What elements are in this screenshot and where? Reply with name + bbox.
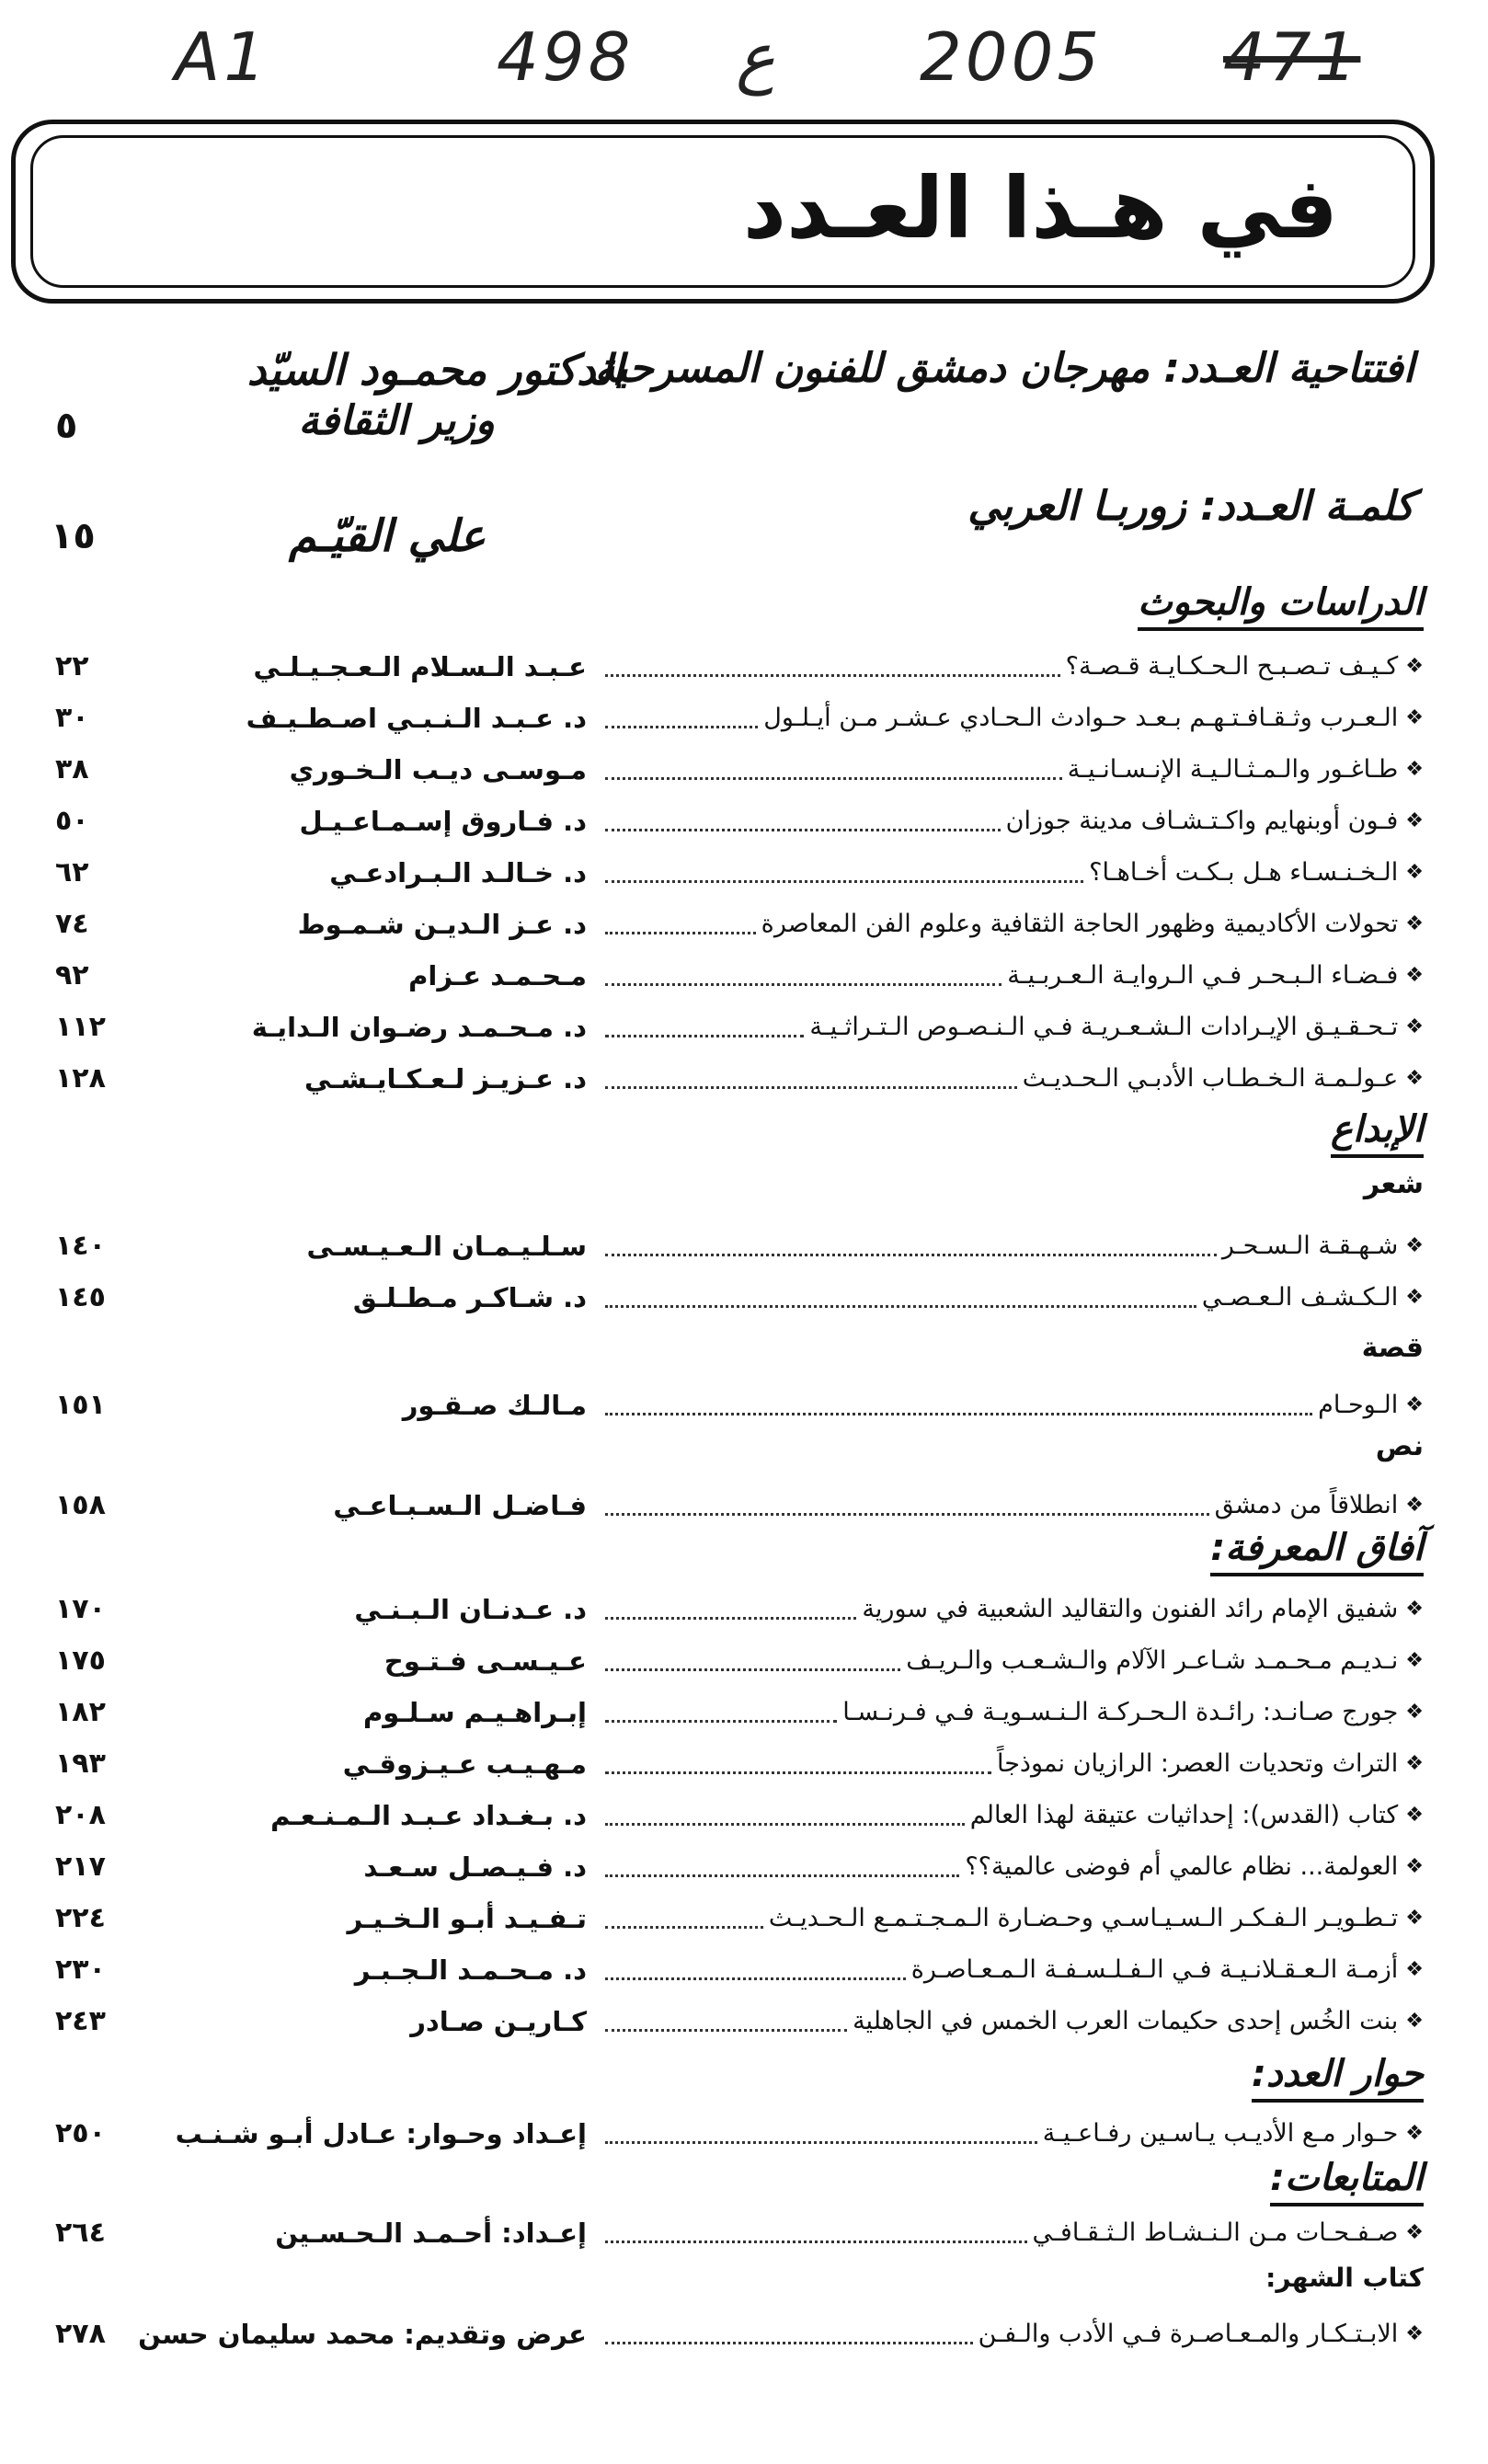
entry-page: ١٤٥ — [55, 1281, 106, 1313]
bullet-icon: ❖ — [1405, 2322, 1424, 2345]
entry-title: شـهـقـة الـسـحـر — [1221, 1232, 1399, 1260]
toc-entry — [0, 2316, 1488, 2362]
leader-dots — [605, 2028, 847, 2032]
entry-title: طـاغـور والـمـثـالـيـة الإنـسـانـيـة — [1067, 755, 1399, 784]
entry-page: ١٩٣ — [55, 1748, 106, 1780]
leader-dots — [605, 1822, 965, 1826]
section-horizons: آفاق المعرفة: — [1210, 1527, 1424, 1576]
leader-dots — [605, 1771, 991, 1774]
entry-page: ٣٨ — [55, 753, 89, 785]
bullet-icon: ❖ — [1405, 964, 1424, 987]
leader-dots — [605, 1512, 1209, 1516]
entry-author: د. مـحـمـد الـجـبـر — [354, 1954, 587, 1986]
section-followups: المتابعات: — [1270, 2157, 1424, 2206]
bullet-icon: ❖ — [1405, 1701, 1424, 1724]
bullet-icon: ❖ — [1405, 2122, 1424, 2145]
entry-author: مـهـيـب عـيـزوقـي — [342, 1748, 587, 1780]
subsection-book: كتاب الشهر: — [1265, 2263, 1424, 2293]
entry-title: الـعـرب وثـقـافـتـهـم بـعـد حـوادث الـحـادي عـشـر مـن أيـلـول — [763, 704, 1399, 732]
entry-author: كـاريـن صـادر — [410, 2006, 587, 2037]
entry-title: كـيـف تـصـبـح الـحـكـايـة قـصـة؟ — [1065, 652, 1399, 681]
toc-entry — [0, 751, 1488, 797]
leader-dots — [605, 776, 1062, 780]
entry-author: فـاضـل الـسـبـاعـي — [333, 1490, 587, 1521]
toc-entry — [0, 1009, 1488, 1055]
entry-page: ١٢٨ — [55, 1062, 106, 1094]
entry-page: ٢٣٠ — [55, 1954, 106, 1986]
leader-dots — [605, 2240, 1027, 2243]
entry-author: د. فـيـصـل سـعـد — [363, 1851, 587, 1883]
bullet-icon: ❖ — [1405, 912, 1424, 935]
leader-dots — [605, 2341, 973, 2344]
bullet-icon: ❖ — [1405, 1598, 1424, 1621]
entry-page: ٢٠٨ — [55, 1799, 106, 1831]
toc-entry — [0, 2003, 1488, 2049]
bullet-icon: ❖ — [1405, 1907, 1424, 1930]
entry-page: ٢١٧ — [55, 1851, 106, 1883]
handwritten-issue: 471 — [1223, 18, 1361, 96]
bullet-icon: ❖ — [1405, 1855, 1424, 1878]
toc-entry — [0, 1797, 1488, 1843]
entry-title: الابـتـكـار والمـعـاصـرة فـي الأدب والـفـن — [978, 2320, 1399, 2348]
bullet-icon: ❖ — [1405, 1067, 1424, 1090]
entry-page: ٢٢٤ — [55, 1902, 106, 1934]
entry-author: إبـراهـيـم سـلـوم — [363, 1697, 587, 1728]
toc-entry — [0, 1387, 1488, 1433]
entry-page: ٢٤٣ — [55, 2005, 106, 2037]
entry-author: د. خـالـد الـبـرادعـي — [329, 857, 587, 888]
entry-title: التراث وتحديات العصر: الرازيان نموذجاً — [997, 1749, 1399, 1778]
toc-entry — [0, 1900, 1488, 1946]
entry-author: د. بـغـداد عـبـد الـمـنـعـم — [270, 1800, 587, 1831]
toc-entry — [0, 1849, 1488, 1895]
entry-title: الـخـنـسـاء هـل بـكـت أخـاهـا؟ — [1089, 858, 1399, 887]
opening-author: الدكتور محمـود السيّد — [246, 345, 624, 395]
entry-title: الـوحـام — [1318, 1391, 1399, 1419]
entry-author: تـفـيـد أبـو الـخـيـر — [347, 1903, 587, 1934]
leader-dots — [605, 1925, 763, 1929]
subsection-text: نص — [1375, 1430, 1424, 1462]
opening-page: ٥ — [55, 405, 78, 447]
entry-author: د. مـحـمـد رضـوان الـدايـة — [251, 1012, 587, 1043]
toc-entry — [0, 957, 1488, 1003]
entry-title: شفيق الإمام رائد الفنون والتقاليد الشعبية في سورية — [862, 1595, 1399, 1623]
entry-title: حـوار مـع الأديـب يـاسـين رفـاعـيـة — [1042, 2119, 1399, 2148]
leader-dots — [605, 982, 1002, 986]
entry-title: صـفـحـات مـن الـنـشـاط الـثـقـافـي — [1032, 2218, 1399, 2247]
word-author: علي القيّـم — [289, 510, 486, 562]
opening-author-title: وزير الثقافة — [298, 397, 495, 444]
toc-entry — [0, 700, 1488, 746]
title-frame — [11, 120, 1435, 304]
section-studies: الدراسات والبحوث — [1138, 581, 1424, 631]
entry-title: فـضـاء الـبـحـر فـي الـروايـة الـعـربـيـة — [1007, 961, 1399, 990]
toc-entry — [0, 1279, 1488, 1325]
section-dialogue: حوار العدد: — [1252, 2053, 1424, 2103]
entry-author: د. عـبـد الـنـبـي اصـطـيـف — [246, 703, 587, 734]
toc-entry — [0, 2215, 1488, 2261]
entry-title: تـحـقـيـق الإيـرادات الـشـعـريـة فـي الـنـصـوص الـتـراثـيـة — [809, 1013, 1399, 1041]
entry-title: تـطـويـر الـفـكـر الـسـيـاسـي وحـضـارة الـمـجـتـمـع الـحـديـث — [768, 1904, 1399, 1932]
entry-author: مـالـك صـقـور — [402, 1390, 587, 1421]
bullet-icon: ❖ — [1405, 1804, 1424, 1827]
word-page: ١٥ — [51, 515, 96, 557]
leader-dots — [605, 828, 1001, 831]
bullet-icon: ❖ — [1405, 1494, 1424, 1517]
toc-entry — [0, 2115, 1488, 2161]
entry-author: مـحـمـد عـزام — [408, 960, 587, 991]
bullet-icon: ❖ — [1405, 655, 1424, 678]
leader-dots — [605, 1977, 906, 1980]
entry-title: عـولـمـة الـخـطـاب الأدبـي الـحـديـث — [1022, 1064, 1399, 1093]
page-title: في هـذا العـدد — [742, 159, 1338, 258]
entry-author: مـوسـى ديـب الـخـوري — [289, 754, 587, 785]
entry-page: ٩٢ — [55, 959, 89, 991]
toc-entry — [0, 906, 1488, 952]
toc-entry — [0, 854, 1488, 900]
entry-author: د. عـز الـديـن شـمـوط — [297, 909, 587, 940]
leader-dots — [605, 1667, 900, 1671]
entry-page: ١٧٥ — [55, 1645, 106, 1677]
entry-page: ٥٠ — [55, 805, 89, 837]
toc-entry — [0, 648, 1488, 694]
leader-dots — [605, 1874, 959, 1877]
subsection-poetry: شعر — [1363, 1168, 1424, 1200]
bullet-icon: ❖ — [1405, 1015, 1424, 1038]
entry-page: ٧٤ — [55, 908, 89, 940]
leader-dots — [605, 1616, 856, 1620]
leader-dots — [605, 1304, 1196, 1308]
bullet-icon: ❖ — [1405, 1286, 1424, 1309]
section-creativity: الإبداع — [1331, 1108, 1424, 1158]
bullet-icon: ❖ — [1405, 1958, 1424, 1981]
leader-dots — [605, 2140, 1037, 2144]
bullet-icon: ❖ — [1405, 809, 1424, 832]
entry-title: أزمـة الـعـقـلانـيـة فـي الـفـلـسـفـة الـمـعـاصـرة — [910, 1955, 1399, 1984]
entry-author: د. فـاروق إسـمـاعـيـل — [299, 806, 587, 837]
leader-dots — [605, 1253, 1217, 1256]
bullet-icon: ❖ — [1405, 2010, 1424, 2033]
entry-page: ٢٦٤ — [55, 2217, 106, 2249]
bullet-icon: ❖ — [1405, 1649, 1424, 1672]
entry-page: ١٧٠ — [55, 1593, 106, 1625]
toc-entry — [0, 1694, 1488, 1740]
entry-author: سـلـيـمـان الـعـيـسـى — [306, 1231, 587, 1262]
bullet-icon: ❖ — [1405, 2221, 1424, 2244]
entry-author: د. شـاكـر مـطـلـق — [352, 1282, 587, 1313]
toc-entry — [0, 803, 1488, 849]
entry-page: ١٥٨ — [55, 1489, 106, 1521]
entry-title: انطلاقاً من دمشق — [1214, 1491, 1399, 1519]
entry-title: فـون أوبنهايم واكـتـشـاف مدينة جوزان — [1005, 807, 1399, 835]
bullet-icon: ❖ — [1405, 706, 1424, 729]
entry-author: عـبـد الـسـلام الـعـجـيـلـي — [253, 651, 587, 682]
entry-page: ٣٠ — [55, 702, 89, 734]
handwritten-number: 498 — [497, 18, 635, 96]
entry-title: العولمة... نظام عالمي أم فوضى عالمية؟؟ — [965, 1852, 1399, 1881]
entry-author: عرض وتقديم: محمد سليمان حسن — [138, 2319, 587, 2350]
leader-dots — [605, 1085, 1017, 1089]
toc-entry — [0, 1952, 1488, 1998]
entry-page: ٦٢ — [55, 856, 89, 888]
toc-entry — [0, 1746, 1488, 1792]
bullet-icon: ❖ — [1405, 1234, 1424, 1257]
handwritten-year: 2005 — [920, 18, 1104, 96]
toc-entry — [0, 1643, 1488, 1689]
entry-author: د. عـزيـز لـعـكـايـشـي — [303, 1063, 587, 1094]
leader-dots — [605, 1034, 804, 1037]
entry-title: بنت الخُس إحدى حكيمات العرب الخمس في الجاهلية — [853, 2007, 1399, 2035]
bullet-icon: ❖ — [1405, 1752, 1424, 1775]
entry-title: جورج صـانـد: رائـدة الـحـركـة الـنـسـويـة فـي فـرنـسـا — [842, 1698, 1399, 1726]
leader-dots — [605, 673, 1060, 677]
leader-dots — [605, 1719, 837, 1723]
entry-page: ١٥١ — [55, 1389, 106, 1421]
entry-author: إعـداد: أحـمـد الـحـسـين — [275, 2218, 587, 2249]
toc-entry — [0, 1228, 1488, 1274]
entry-title: نـديـم مـحـمـد شـاعـر الآلام والـشـعـب والـريـف — [906, 1646, 1399, 1675]
leader-dots — [605, 725, 758, 728]
opening-label: افتتاحية العـدد: مهرجان دمشق للفنون المسرحية — [594, 345, 1414, 392]
entry-page: ١١٢ — [55, 1011, 106, 1043]
entry-author: عـيـسـى فـتـوح — [383, 1645, 587, 1677]
bullet-icon: ❖ — [1405, 1393, 1424, 1416]
leader-dots — [605, 1412, 1312, 1415]
entry-page: ١٨٢ — [55, 1696, 106, 1728]
handwritten-letter: ع — [736, 18, 775, 96]
bullet-icon: ❖ — [1405, 758, 1424, 781]
entry-page: ٢٥٠ — [55, 2117, 106, 2149]
entry-title: كتاب (القدس): إحداثيات عتيقة لهذا العالم — [969, 1801, 1399, 1829]
entry-author: د. عـدنـان الـبـنـي — [354, 1594, 587, 1625]
leader-dots — [605, 879, 1083, 883]
subsection-story: قصة — [1361, 1332, 1424, 1364]
handwritten-code: A1 — [175, 18, 270, 96]
bullet-icon: ❖ — [1405, 861, 1424, 884]
toc-entry — [0, 1591, 1488, 1637]
leader-dots — [605, 931, 756, 934]
word-label: كلمـة العـدد: زوربـا العربي — [967, 483, 1414, 530]
entry-page: ١٤٠ — [55, 1230, 106, 1262]
entry-title: الـكـشـف الـعـصـي — [1201, 1283, 1399, 1312]
entry-author: إعـداد وحـوار: عـادل أبـو شـنـب — [175, 2118, 587, 2149]
entry-page: ٢٧٨ — [55, 2318, 106, 2350]
entry-page: ٢٢ — [55, 650, 89, 682]
toc-entry — [0, 1060, 1488, 1106]
entry-title: تحولات الأكاديمية وظهور الحاجة الثقافية وعلوم الفن المعاصرة — [761, 910, 1399, 938]
